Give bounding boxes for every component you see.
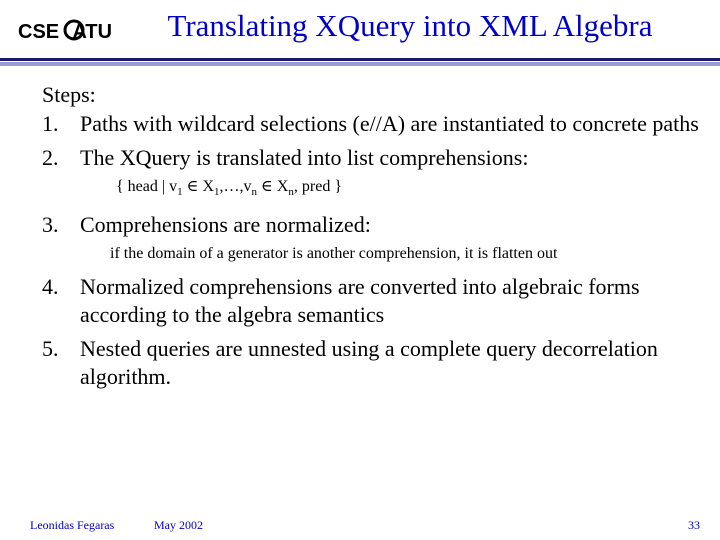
slide-title: Translating XQuery into XML Algebra — [167, 8, 653, 43]
step-number: 2. — [42, 145, 59, 170]
step-2 — [42, 144, 702, 172]
step-number: 1. — [42, 111, 59, 136]
cse-uta-logo — [18, 16, 114, 44]
normalization-note: if the domain of a generator is another comprehension, it is flatten out — [110, 245, 558, 263]
footer-date: May 2002 — [154, 518, 203, 532]
step-text: Normalized comprehensions are converted into algebraic forms according to the algebra semantics — [80, 274, 640, 328]
steps-heading: Steps: — [42, 82, 96, 107]
step-text: The XQuery is translated into list comprehensions: — [80, 145, 529, 170]
page-number: 33 — [688, 518, 700, 532]
comprehension-formula: { head | $v_1$ ∈ $X_1,\dots,v_n$ ∈ $X_n$, pred } — [116, 178, 343, 199]
step-number: 4. — [42, 274, 59, 300]
step-4 — [42, 273, 702, 329]
step-number: 5. — [42, 336, 59, 362]
step-text: Paths with wildcard selections (e//A) are instantiated to concrete paths — [80, 111, 699, 136]
title-divider — [0, 58, 720, 61]
step-text: Nested queries are unnested using a complete query decorrelation algorithm. — [80, 336, 658, 390]
svg-text:CSE: CSE — [18, 21, 60, 43]
slide-body — [42, 80, 702, 391]
step-5 — [42, 335, 702, 391]
step-number: 3. — [42, 212, 59, 238]
step-text: Comprehensions are normalized: — [80, 212, 371, 238]
footer-author: Leonidas Fegaras — [30, 518, 115, 532]
title-divider-shadow — [0, 62, 720, 66]
step-3 — [42, 211, 702, 239]
step-1 — [42, 110, 702, 138]
svg-text:UTA: UTA — [72, 21, 112, 43]
